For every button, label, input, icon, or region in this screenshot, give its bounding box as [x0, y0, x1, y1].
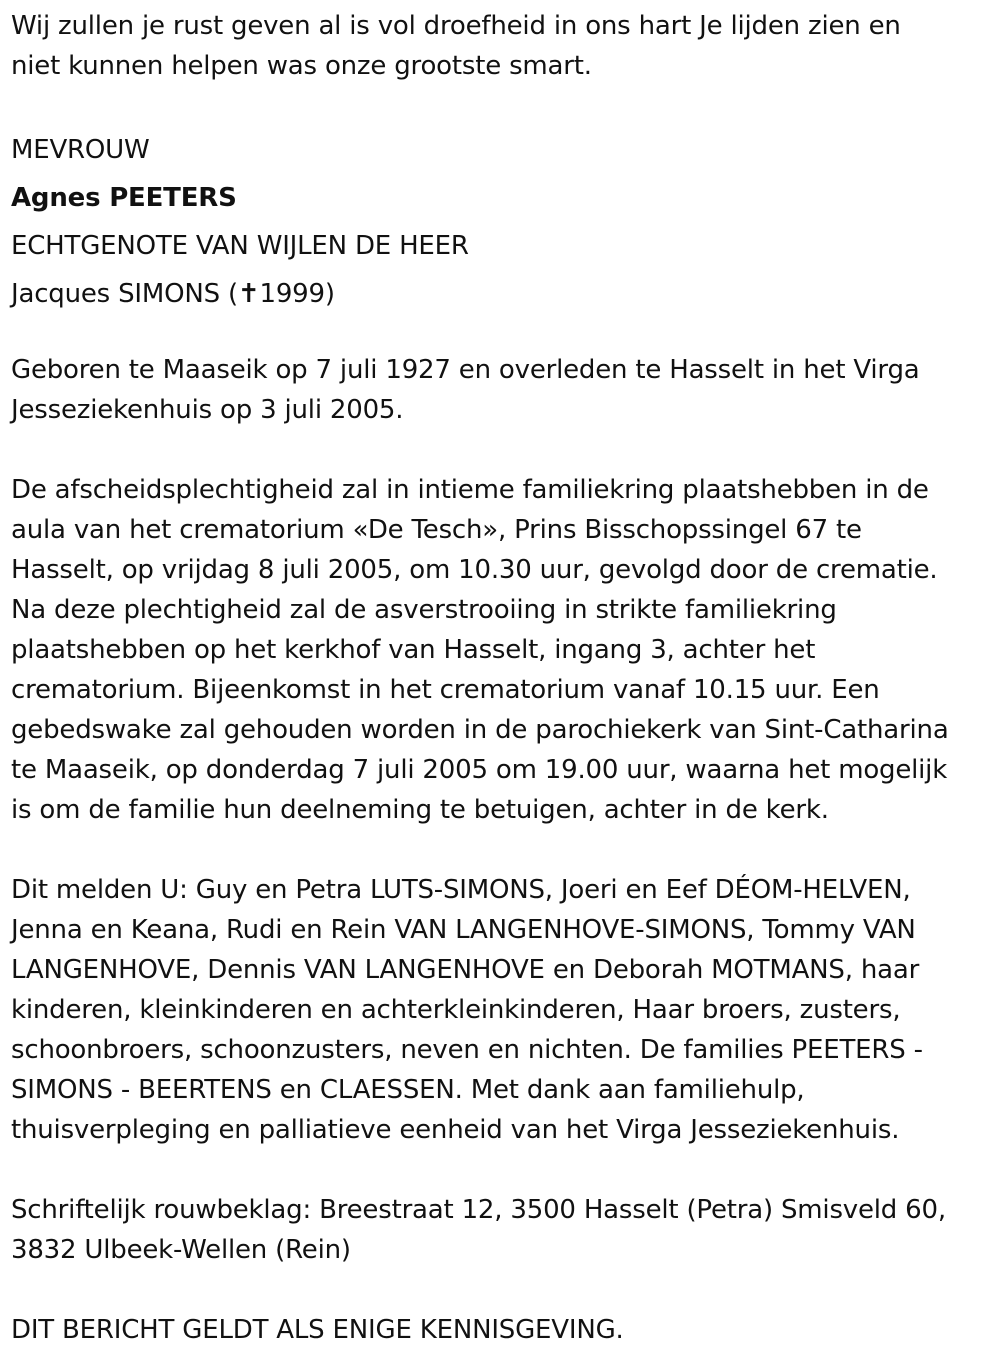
spacer	[11, 318, 991, 350]
family-announcement: Dit melden U: Guy en Petra LUTS-SIMONS, Joeri en Eef DÉOM-HELVEN, Jenna en Keana, Rudi en Rein VAN LANGENHOVE-SIMONS, Tommy VAN LANGENHOVE, Dennis VAN LANGENHOVE en Deborah MOTMANS, haar kinderen, kleinkinderen en achterkleinkinderen, Haar broers, zusters, schoonbroers, schoonzusters, neven en nichten. De families PEETERS - SIMONS - BEERTENS en CLAESSEN. Met dank aan familiehulp, thuisverpleging en palliatieve eenheid van het Virga Jesseziekenhuis.	[11, 875, 923, 1145]
salutation: MEVROUW	[11, 135, 150, 165]
spouse: Jacques SIMONS (✝1999)	[11, 279, 335, 309]
poem: Wij zullen je rust geven al is vol droefheid in ons hart Je lijden zien en niet kunnen helpen was onze grootste smart.	[11, 11, 901, 81]
death-notice	[11, 6, 991, 1350]
ceremony-details: De afscheidsplechtigheid zal in intieme familiekring plaatshebben in de aula van het crematorium «De Tesch», Prins Bisschopssingel 67 te Hasselt, op vrijdag 8 juli 2005, om 10.30 uur, gevolgd door de crematie. Na deze plechtigheid zal de asverstrooiing in strikte familiekring plaatshebben op het kerkhof van Hasselt, ingang 3, achter het crematorium. Bijeenkomst in het crematorium vanaf 10.15 uur. Een gebedswake zal gehouden worden in de parochiekerk van Sint-Catharina te Maaseik, op donderdag 7 juli 2005 om 19.00 uur, waarna het mogelijk is om de familie hun deelneming te betuigen, achter in de kerk.	[11, 475, 949, 825]
birth-death: Geboren te Maaseik op 7 juli 1927 en overleden te Hasselt in het Virga Jesseziekenhuis op 3 juli 2005.	[11, 355, 920, 425]
deceased-name: Agnes PEETERS	[11, 183, 237, 213]
spacer	[11, 1150, 991, 1190]
spacer	[11, 1270, 991, 1310]
spacer	[11, 86, 991, 126]
relation: ECHTGENOTE VAN WIJLEN DE HEER	[11, 231, 469, 261]
spacer	[11, 830, 991, 870]
closing-statement: DIT BERICHT GELDT ALS ENIGE KENNISGEVING.	[11, 1315, 624, 1345]
spacer	[11, 430, 991, 470]
condolence-address: Schriftelijk rouwbeklag: Breestraat 12, 3500 Hasselt (Petra) Smisveld 60, 3832 Ulbeek-Wellen (Rein)	[11, 1195, 946, 1265]
